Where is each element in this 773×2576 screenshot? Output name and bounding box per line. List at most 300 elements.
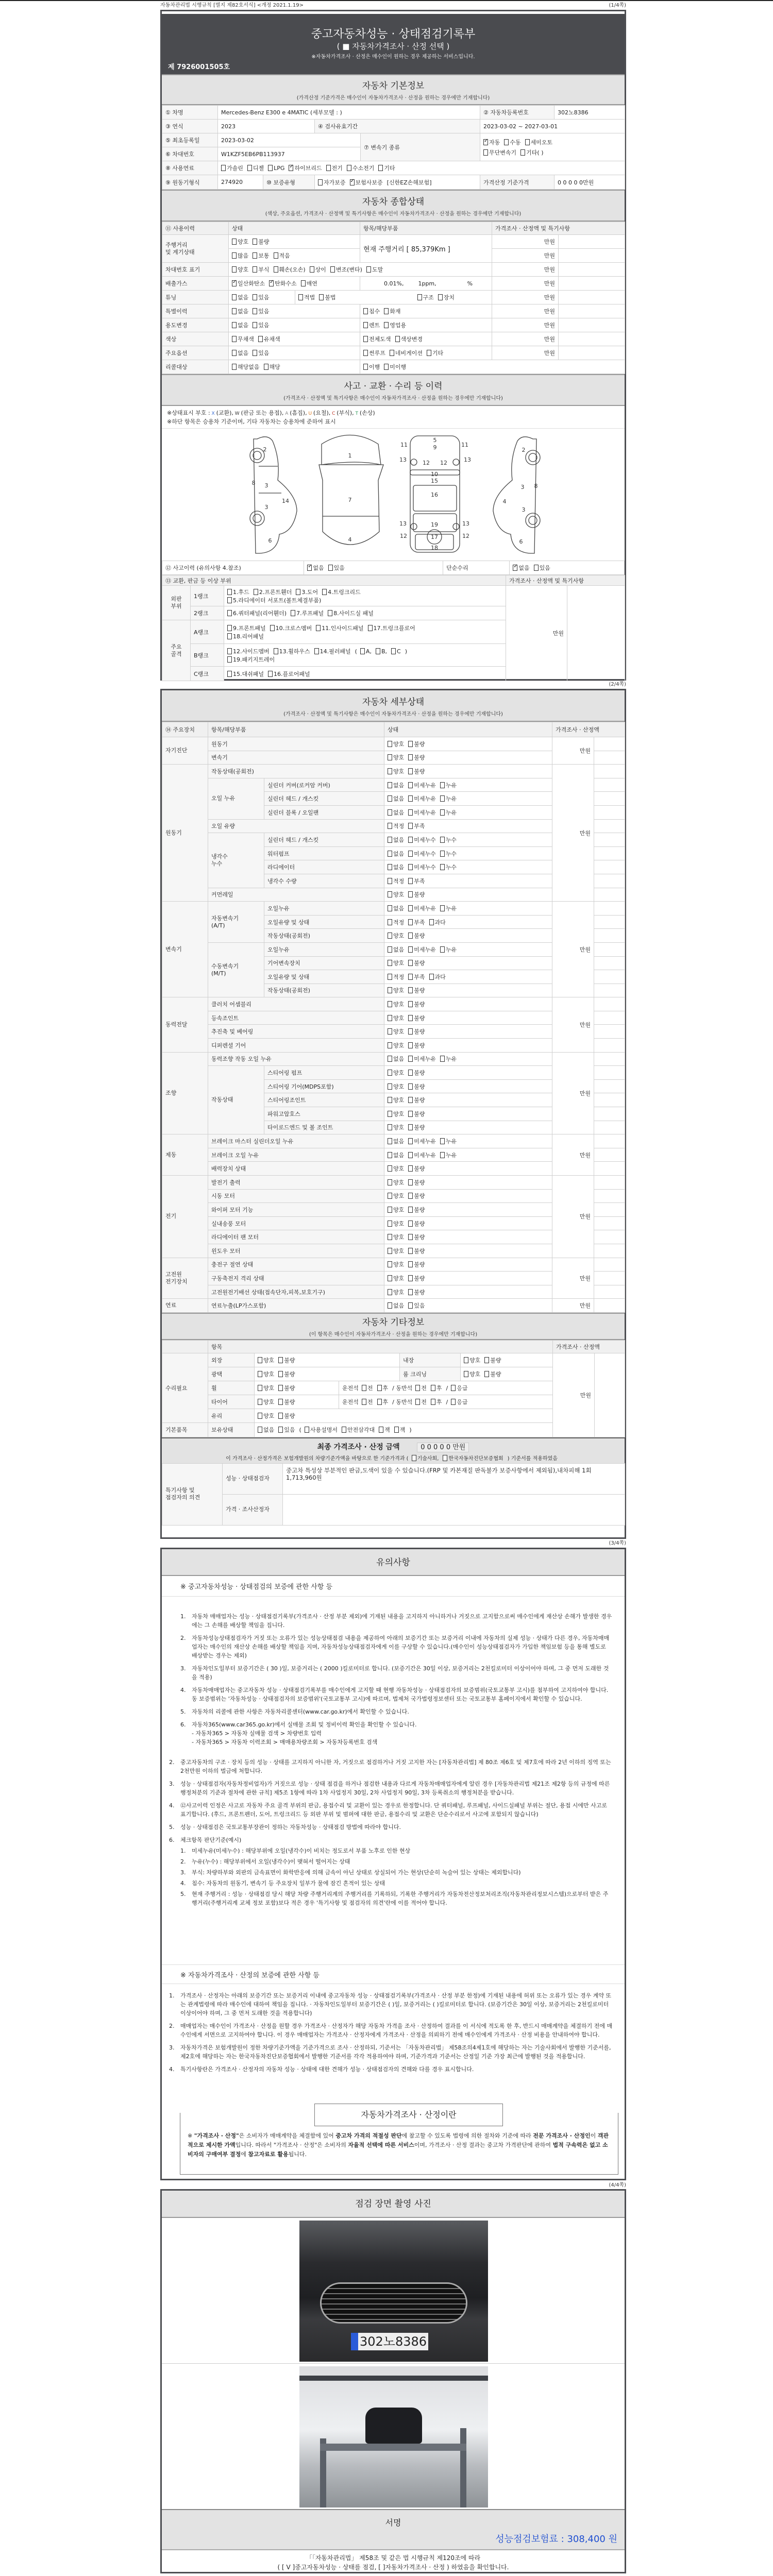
checkbox-icon[interactable] — [408, 1179, 413, 1185]
checkbox-option[interactable] — [408, 1000, 425, 1008]
checkbox-option[interactable] — [388, 781, 404, 789]
checkbox-option[interactable] — [253, 293, 269, 301]
checkbox-icon[interactable] — [278, 1427, 283, 1433]
checkbox-icon[interactable] — [484, 1357, 489, 1363]
checkbox-option[interactable] — [388, 1260, 404, 1268]
checkbox-icon[interactable] — [368, 625, 373, 631]
checkbox-icon[interactable] — [464, 1357, 468, 1363]
checkbox-option[interactable] — [440, 850, 457, 858]
checkbox-option[interactable] — [408, 767, 425, 775]
checkbox-icon[interactable] — [388, 768, 392, 774]
checkbox-icon[interactable] — [232, 336, 237, 342]
checkbox-icon[interactable] — [408, 1234, 413, 1240]
checkbox-option[interactable] — [307, 564, 324, 572]
checkbox-icon[interactable] — [388, 1179, 392, 1185]
checkbox-icon[interactable] — [232, 322, 237, 328]
checkbox-option[interactable] — [408, 808, 436, 817]
checkbox-option[interactable] — [366, 265, 383, 274]
checkbox-option[interactable] — [388, 986, 404, 994]
checkbox-option[interactable] — [408, 850, 436, 858]
checkbox-icon[interactable] — [388, 905, 392, 911]
checkbox-option[interactable] — [391, 648, 401, 655]
checkbox-icon[interactable] — [253, 322, 257, 328]
checkbox-option[interactable] — [388, 877, 404, 885]
checkbox-option[interactable] — [258, 1426, 274, 1434]
checkbox-icon[interactable] — [483, 149, 488, 156]
checkbox-icon[interactable] — [316, 625, 321, 631]
price-input[interactable] — [594, 874, 625, 888]
checkbox-option[interactable] — [227, 655, 275, 664]
checkbox-icon[interactable] — [408, 1097, 413, 1103]
checkbox-option[interactable] — [388, 753, 404, 761]
checkbox-option[interactable] — [328, 564, 345, 572]
checkbox-icon[interactable] — [305, 1427, 309, 1433]
checkbox-option[interactable] — [388, 836, 404, 844]
checkbox-icon[interactable] — [431, 1399, 435, 1405]
checkbox-icon[interactable] — [388, 837, 392, 843]
checkbox-icon[interactable] — [388, 933, 392, 939]
checkbox-option[interactable] — [388, 767, 404, 775]
checkbox-icon[interactable] — [534, 565, 539, 571]
price-input[interactable] — [594, 1148, 625, 1162]
checkbox-option[interactable] — [408, 1178, 425, 1187]
price-input[interactable] — [594, 765, 625, 778]
checkbox-icon[interactable] — [388, 1248, 392, 1254]
checkbox-option[interactable] — [269, 279, 297, 287]
checkbox-icon[interactable] — [360, 648, 365, 654]
checkbox-icon[interactable] — [388, 1234, 392, 1240]
checkbox-icon[interactable] — [227, 610, 232, 616]
price-input[interactable] — [559, 318, 625, 332]
checkbox-icon[interactable] — [429, 919, 434, 925]
checkbox-option[interactable] — [379, 1426, 390, 1434]
checkbox-icon[interactable] — [440, 837, 445, 843]
price-input[interactable] — [594, 1176, 625, 1190]
checkbox-option[interactable] — [388, 1082, 404, 1091]
checkbox-icon[interactable] — [388, 1028, 392, 1035]
checkbox-option[interactable] — [484, 1370, 501, 1378]
checkbox-option[interactable] — [408, 1288, 425, 1296]
checkbox-option[interactable] — [289, 164, 322, 172]
checkbox-icon[interactable] — [408, 891, 413, 897]
checkbox-icon[interactable] — [408, 933, 413, 939]
price-input[interactable] — [567, 586, 625, 681]
checkbox-icon[interactable] — [258, 1427, 262, 1433]
checkbox-option[interactable] — [408, 1206, 425, 1214]
checkbox-icon[interactable] — [314, 648, 319, 654]
checkbox-icon[interactable] — [362, 1399, 366, 1405]
price-input[interactable] — [594, 984, 625, 997]
checkbox-icon[interactable] — [388, 1070, 392, 1076]
price-input[interactable] — [594, 1134, 625, 1148]
checkbox-option[interactable] — [316, 624, 363, 632]
checkbox-icon[interactable] — [438, 294, 443, 300]
checkbox-option[interactable] — [388, 1192, 404, 1200]
checkbox-icon[interactable] — [408, 1275, 413, 1281]
checkbox-option[interactable] — [258, 335, 280, 343]
checkbox-icon[interactable] — [342, 1427, 346, 1433]
checkbox-option[interactable] — [388, 1233, 404, 1241]
checkbox-option[interactable] — [310, 265, 326, 274]
price-input[interactable] — [594, 1011, 625, 1025]
checkbox-icon[interactable] — [388, 1261, 392, 1267]
checkbox-option[interactable] — [388, 794, 404, 803]
checkbox-icon[interactable] — [388, 946, 392, 953]
price-input[interactable] — [559, 304, 625, 318]
checkbox-icon[interactable] — [232, 252, 237, 259]
checkbox-option[interactable] — [408, 1260, 425, 1268]
price-input[interactable] — [594, 1039, 625, 1053]
price-input[interactable] — [595, 1353, 625, 1437]
checkbox-option[interactable] — [408, 1096, 425, 1104]
checkbox-icon[interactable] — [408, 1070, 413, 1076]
checkbox-icon[interactable] — [247, 165, 252, 171]
price-input[interactable] — [594, 1203, 625, 1217]
price-input[interactable] — [594, 902, 625, 916]
checkbox-option[interactable] — [408, 1082, 425, 1091]
checkbox-icon[interactable] — [440, 795, 445, 802]
price-input[interactable] — [594, 805, 625, 819]
checkbox-icon[interactable] — [408, 741, 413, 747]
checkbox-icon[interactable] — [330, 266, 335, 273]
checkbox-option[interactable] — [408, 1110, 425, 1118]
checkbox-icon[interactable] — [253, 350, 257, 356]
checkbox-option[interactable] — [363, 307, 380, 315]
checkbox-option[interactable] — [394, 1426, 406, 1434]
checked-box-icon[interactable] — [307, 565, 312, 571]
checkbox-option[interactable] — [440, 863, 457, 871]
checkbox-icon[interactable] — [388, 1275, 392, 1281]
price-input[interactable] — [594, 737, 625, 751]
checkbox-icon[interactable] — [388, 809, 392, 816]
checkbox-option[interactable] — [464, 1356, 480, 1364]
checkbox-icon[interactable] — [427, 350, 431, 356]
checkbox-option[interactable] — [388, 850, 404, 858]
checkbox-option[interactable] — [253, 251, 269, 260]
checkbox-icon[interactable] — [408, 782, 413, 788]
checkbox-option[interactable] — [268, 670, 310, 678]
checkbox-icon[interactable] — [388, 878, 392, 884]
checkbox-icon[interactable] — [377, 1399, 382, 1405]
checkbox-option[interactable] — [388, 890, 404, 899]
checkbox-icon[interactable] — [408, 1289, 413, 1295]
checkbox-icon[interactable] — [253, 308, 257, 314]
checkbox-option[interactable] — [227, 647, 270, 655]
price-input[interactable] — [559, 249, 625, 263]
checkbox-option[interactable] — [388, 904, 404, 912]
checkbox-icon[interactable] — [408, 754, 413, 760]
checkbox-icon[interactable] — [253, 252, 257, 259]
checkbox-icon[interactable] — [443, 1455, 447, 1461]
checkbox-icon[interactable] — [388, 1152, 392, 1158]
checkbox-option[interactable] — [408, 931, 425, 940]
price-input[interactable] — [559, 263, 625, 277]
checkbox-option[interactable] — [408, 1041, 425, 1049]
checkbox-icon[interactable] — [232, 266, 237, 273]
checkbox-option[interactable] — [408, 740, 425, 748]
price-input[interactable] — [594, 1079, 625, 1093]
checkbox-icon[interactable] — [253, 266, 257, 273]
checkbox-icon[interactable] — [362, 1385, 366, 1391]
checkbox-icon[interactable] — [328, 610, 332, 616]
price-input[interactable] — [559, 235, 625, 249]
checkbox-icon[interactable] — [258, 1371, 262, 1377]
checkbox-icon[interactable] — [388, 782, 392, 788]
checkbox-icon[interactable] — [274, 648, 278, 654]
price-input[interactable] — [594, 1299, 625, 1313]
checkbox-icon[interactable] — [440, 1152, 445, 1158]
checkbox-icon[interactable] — [379, 1427, 383, 1433]
checkbox-icon[interactable] — [408, 1124, 413, 1130]
price-input[interactable] — [594, 1285, 625, 1299]
checkbox-icon[interactable] — [388, 1042, 392, 1048]
checkbox-option[interactable] — [278, 1370, 295, 1378]
price-input[interactable] — [559, 346, 625, 360]
checkbox-option[interactable] — [438, 293, 455, 301]
checkbox-option[interactable] — [464, 1370, 480, 1378]
checkbox-icon[interactable] — [451, 1385, 456, 1391]
checkbox-icon[interactable] — [391, 648, 396, 654]
checkbox-option[interactable] — [388, 1206, 404, 1214]
checkbox-option[interactable] — [408, 1069, 425, 1077]
checkbox-option[interactable] — [513, 564, 529, 572]
checkbox-option[interactable] — [388, 1000, 404, 1008]
checkbox-icon[interactable] — [384, 322, 389, 328]
checkbox-icon[interactable] — [388, 987, 392, 993]
checkbox-icon[interactable] — [253, 239, 257, 245]
checkbox-option[interactable] — [305, 1426, 338, 1434]
checkbox-option[interactable] — [408, 1027, 425, 1036]
checkbox-icon[interactable] — [408, 919, 413, 925]
checkbox-option[interactable] — [440, 904, 457, 912]
checkbox-icon[interactable] — [388, 919, 392, 925]
checkbox-option[interactable] — [388, 1301, 404, 1310]
checkbox-option[interactable] — [253, 349, 269, 357]
checkbox-icon[interactable] — [412, 1455, 416, 1461]
checkbox-icon[interactable] — [232, 350, 237, 356]
checkbox-icon[interactable] — [395, 336, 400, 342]
checkbox-option[interactable] — [440, 1151, 457, 1159]
checkbox-icon[interactable] — [484, 1371, 489, 1377]
checkbox-option[interactable] — [408, 863, 436, 871]
checkbox-option[interactable] — [384, 363, 406, 371]
checkbox-icon[interactable] — [388, 795, 392, 802]
checkbox-icon[interactable] — [408, 946, 413, 953]
checkbox-option[interactable] — [388, 1178, 404, 1187]
checkbox-icon[interactable] — [408, 1207, 413, 1213]
checkbox-icon[interactable] — [440, 782, 445, 788]
checkbox-icon[interactable] — [274, 266, 278, 273]
checkbox-icon[interactable] — [388, 754, 392, 760]
checkbox-option[interactable] — [384, 307, 400, 315]
checkbox-option[interactable] — [440, 781, 457, 789]
checkbox-icon[interactable] — [278, 1371, 283, 1377]
checkbox-icon[interactable] — [408, 960, 413, 966]
checkbox-option[interactable] — [408, 1014, 425, 1022]
checkbox-icon[interactable] — [232, 239, 237, 245]
checkbox-option[interactable] — [408, 1055, 436, 1063]
checkbox-icon[interactable] — [388, 823, 392, 829]
checkbox-option[interactable] — [388, 945, 404, 954]
checkbox-option[interactable] — [390, 349, 423, 357]
checkbox-icon[interactable] — [227, 625, 232, 631]
checkbox-icon[interactable] — [408, 1111, 413, 1117]
checkbox-option[interactable] — [363, 335, 391, 343]
checkbox-option[interactable] — [388, 918, 404, 926]
checkbox-option[interactable] — [451, 1398, 467, 1406]
price-input[interactable] — [594, 1066, 625, 1080]
checkbox-icon[interactable] — [227, 648, 232, 654]
checkbox-option[interactable] — [408, 1123, 425, 1131]
checked-box-icon[interactable] — [269, 280, 274, 286]
checkbox-icon[interactable] — [366, 266, 371, 273]
checkbox-option[interactable] — [232, 349, 248, 357]
checkbox-icon[interactable] — [408, 987, 413, 993]
checkbox-icon[interactable] — [232, 308, 237, 314]
checkbox-option[interactable] — [388, 1151, 404, 1159]
checkbox-option[interactable] — [388, 931, 404, 940]
checkbox-option[interactable] — [363, 349, 385, 357]
checkbox-icon[interactable] — [440, 864, 445, 870]
checkbox-icon[interactable] — [388, 1207, 392, 1213]
price-input[interactable] — [594, 819, 625, 833]
checkbox-icon[interactable] — [417, 294, 422, 300]
checkbox-option[interactable] — [258, 1356, 274, 1364]
price-input[interactable] — [559, 332, 625, 346]
checkbox-icon[interactable] — [258, 1385, 262, 1391]
checkbox-icon[interactable] — [322, 589, 327, 595]
checkbox-option[interactable] — [258, 1412, 274, 1420]
checkbox-option[interactable] — [278, 1398, 295, 1406]
checkbox-option[interactable] — [232, 293, 248, 301]
checkbox-icon[interactable] — [232, 364, 237, 370]
checkbox-icon[interactable] — [388, 974, 392, 980]
checkbox-option[interactable] — [408, 945, 436, 954]
checkbox-option[interactable] — [232, 251, 248, 260]
checkbox-option[interactable] — [388, 1041, 404, 1049]
checkbox-option[interactable] — [534, 564, 550, 572]
price-input[interactable] — [559, 291, 625, 304]
checkbox-option[interactable] — [408, 1274, 425, 1282]
checkbox-option[interactable] — [326, 164, 343, 172]
checkbox-icon[interactable] — [227, 656, 232, 663]
checkbox-icon[interactable] — [328, 565, 333, 571]
checkbox-option[interactable] — [525, 138, 553, 146]
checkbox-option[interactable] — [440, 808, 457, 817]
checkbox-icon[interactable] — [363, 350, 368, 356]
checkbox-option[interactable] — [318, 178, 346, 187]
checkbox-icon[interactable] — [278, 1385, 283, 1391]
checkbox-option[interactable] — [347, 164, 375, 172]
checkbox-option[interactable] — [408, 986, 425, 994]
checkbox-icon[interactable] — [388, 1097, 392, 1103]
checkbox-icon[interactable] — [363, 308, 368, 314]
checkbox-icon[interactable] — [270, 625, 275, 631]
checkbox-option[interactable] — [227, 632, 264, 640]
checkbox-option[interactable] — [378, 164, 395, 172]
checkbox-icon[interactable] — [347, 165, 351, 171]
checkbox-icon[interactable] — [388, 741, 392, 747]
checkbox-icon[interactable] — [408, 1083, 413, 1090]
checkbox-icon[interactable] — [258, 1357, 262, 1363]
checkbox-icon[interactable] — [388, 1083, 392, 1090]
checkbox-option[interactable] — [388, 1027, 404, 1036]
checkbox-icon[interactable] — [429, 974, 434, 980]
checked-box-icon[interactable] — [350, 179, 355, 185]
checkbox-icon[interactable] — [388, 1302, 392, 1309]
checkbox-option[interactable] — [362, 1384, 373, 1392]
checkbox-option[interactable] — [427, 349, 443, 357]
checkbox-icon[interactable] — [258, 336, 263, 342]
checkbox-icon[interactable] — [408, 1193, 413, 1199]
checkbox-option[interactable] — [415, 1398, 427, 1406]
checkbox-option[interactable] — [408, 753, 425, 761]
checkbox-icon[interactable] — [388, 1056, 392, 1062]
checkbox-option[interactable] — [388, 863, 404, 871]
checkbox-option[interactable] — [227, 609, 287, 617]
checkbox-option[interactable] — [274, 251, 290, 260]
checkbox-option[interactable] — [408, 890, 425, 899]
checkbox-icon[interactable] — [415, 1385, 420, 1391]
checkbox-option[interactable] — [408, 1233, 425, 1241]
price-input[interactable] — [594, 942, 625, 956]
checkbox-icon[interactable] — [363, 364, 368, 370]
checkbox-option[interactable] — [377, 1398, 389, 1406]
checkbox-icon[interactable] — [254, 589, 258, 595]
price-input[interactable] — [594, 956, 625, 970]
price-input[interactable] — [594, 1272, 625, 1285]
checkbox-icon[interactable] — [440, 1138, 445, 1144]
checkbox-option[interactable] — [328, 609, 374, 617]
checkbox-icon[interactable] — [408, 1028, 413, 1035]
checkbox-option[interactable] — [360, 648, 372, 655]
price-input[interactable] — [594, 751, 625, 765]
checkbox-option[interactable] — [388, 1055, 404, 1063]
checkbox-option[interactable] — [443, 1454, 503, 1462]
checkbox-option[interactable] — [227, 596, 321, 604]
price-input[interactable] — [594, 888, 625, 902]
checkbox-option[interactable] — [296, 588, 318, 596]
checkbox-option[interactable] — [408, 822, 425, 830]
checkbox-icon[interactable] — [408, 795, 413, 802]
checkbox-option[interactable] — [384, 321, 406, 329]
checkbox-option[interactable] — [363, 363, 380, 371]
price-input[interactable] — [594, 1093, 625, 1107]
checkbox-icon[interactable] — [221, 165, 226, 171]
checkbox-option[interactable] — [388, 973, 404, 981]
checkbox-icon[interactable] — [408, 823, 413, 829]
checkbox-option[interactable] — [388, 808, 404, 817]
checkbox-icon[interactable] — [415, 1399, 420, 1405]
checkbox-option[interactable] — [232, 307, 248, 315]
checkbox-option[interactable] — [278, 1384, 295, 1392]
checkbox-icon[interactable] — [408, 768, 413, 774]
checkbox-option[interactable] — [408, 918, 425, 926]
checkbox-icon[interactable] — [408, 1261, 413, 1267]
checkbox-icon[interactable] — [298, 294, 303, 300]
checkbox-option[interactable] — [258, 1370, 274, 1378]
checkbox-icon[interactable] — [408, 1015, 413, 1021]
checkbox-icon[interactable] — [408, 878, 413, 884]
checkbox-icon[interactable] — [268, 165, 273, 171]
checkbox-icon[interactable] — [408, 905, 413, 911]
checkbox-icon[interactable] — [227, 597, 232, 603]
checkbox-option[interactable] — [232, 238, 248, 246]
checkbox-icon[interactable] — [253, 294, 257, 300]
price-input[interactable] — [594, 929, 625, 943]
checkbox-option[interactable] — [408, 877, 425, 885]
checkbox-icon[interactable] — [291, 610, 295, 616]
